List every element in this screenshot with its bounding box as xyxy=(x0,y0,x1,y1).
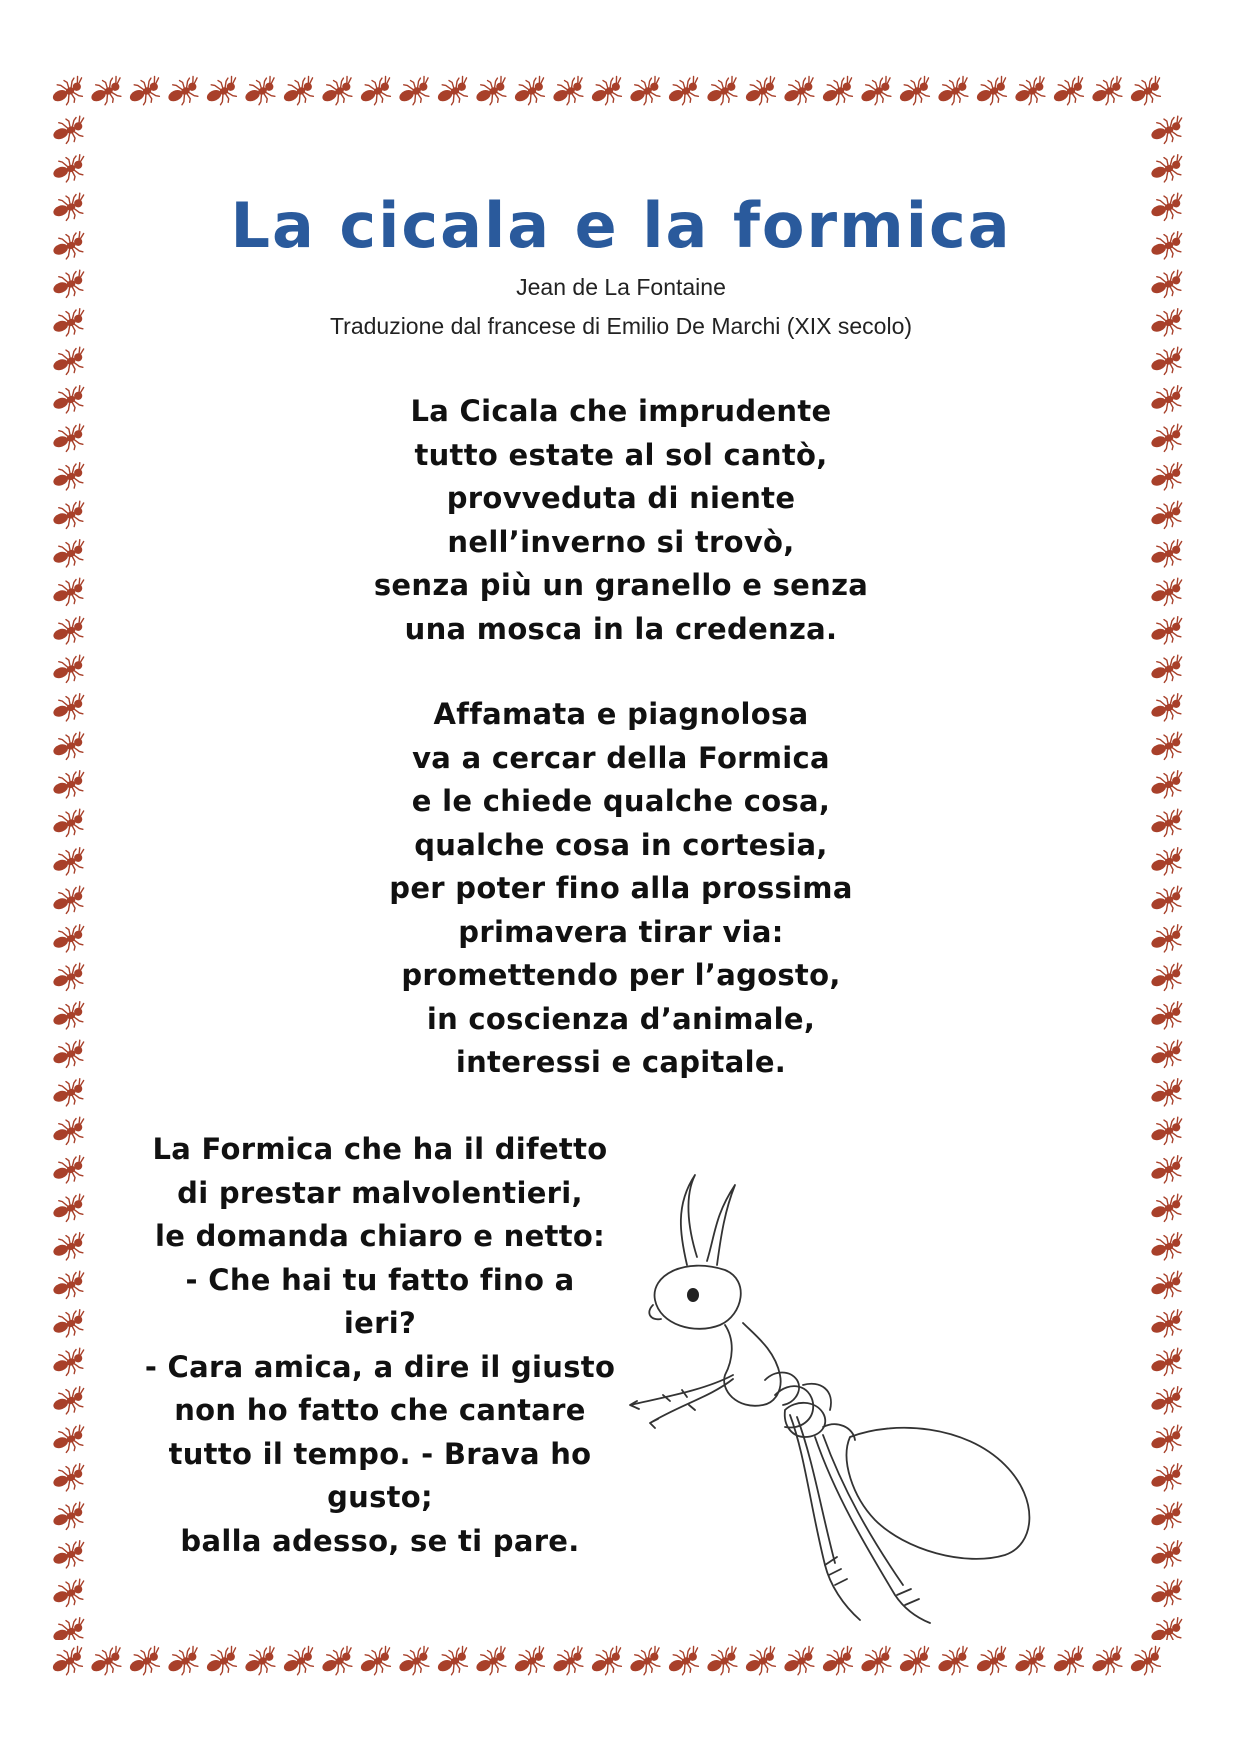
poem-line: di prestar malvolentieri, xyxy=(177,1175,583,1210)
ant-icon xyxy=(395,1643,436,1679)
ant-icon xyxy=(280,1643,321,1679)
ant-icon xyxy=(549,1643,590,1679)
ant-icon xyxy=(241,73,282,109)
ant-icon xyxy=(819,1643,860,1679)
ant-icon xyxy=(87,73,128,109)
ant-icon xyxy=(50,1384,90,1418)
ant-icon xyxy=(357,1643,398,1679)
ant-icon xyxy=(50,1499,90,1533)
ant-icon xyxy=(1088,1643,1129,1679)
ant-icon xyxy=(1148,1191,1188,1225)
ant-icon xyxy=(50,1615,90,1640)
ant-icon xyxy=(434,73,475,109)
ant-border-top xyxy=(50,70,1190,112)
ant-icon xyxy=(50,460,90,494)
ant-icon xyxy=(1148,729,1188,763)
ant-icon xyxy=(50,729,90,763)
poem-line: in coscienza d’animale, xyxy=(426,1001,816,1036)
ant-icon xyxy=(973,1643,1014,1679)
ant-border-bottom xyxy=(50,1640,1190,1682)
ant-icon xyxy=(1148,768,1188,802)
ant-icon xyxy=(1148,806,1188,840)
ant-icon xyxy=(50,73,90,109)
ant-icon xyxy=(1148,383,1188,417)
ant-icon xyxy=(50,383,90,417)
ant-icon xyxy=(1148,537,1188,571)
ant-icon xyxy=(1148,1345,1188,1379)
ant-icon xyxy=(1148,344,1188,378)
ant-icon xyxy=(50,1268,90,1302)
ant-icon xyxy=(1148,1307,1188,1341)
ant-icon-row xyxy=(50,70,1190,112)
ant-icon xyxy=(1148,1153,1188,1187)
poem-line: una mosca in la credenza. xyxy=(404,611,838,646)
poem-line: per poter fino alla prossima xyxy=(389,871,853,905)
ant-icon xyxy=(472,73,513,109)
ant-icon xyxy=(1148,421,1188,455)
ant-icon xyxy=(50,1153,90,1187)
poem-stanza-3 xyxy=(130,1128,630,1563)
ant-icon xyxy=(50,883,90,917)
ant-icon xyxy=(50,498,90,532)
ant-icon xyxy=(1148,575,1188,609)
ant-icon xyxy=(50,960,90,994)
ant-icon xyxy=(1127,1643,1168,1679)
page-title: La cicala e la formica xyxy=(230,189,1012,262)
ant-icon xyxy=(50,922,90,956)
ant-icon xyxy=(665,1643,706,1679)
ant-illustration xyxy=(625,1165,1075,1625)
ant-icon xyxy=(126,1643,167,1679)
ant-icon xyxy=(50,614,90,648)
ant-icon xyxy=(1148,960,1188,994)
ant-icon-row xyxy=(50,1640,1190,1682)
ant-icon xyxy=(588,73,629,109)
ant-icon xyxy=(819,73,860,109)
ant-icon xyxy=(357,73,398,109)
ant-icon xyxy=(1050,73,1091,109)
ant-icon xyxy=(973,73,1014,109)
ant-icon xyxy=(1148,1114,1188,1148)
ant-icon xyxy=(703,73,744,109)
poem-line: non ho fatto che cantare xyxy=(174,1393,586,1427)
poem-line: senza più un granello e senza xyxy=(373,568,869,602)
poem-line: Affamata e piagnolosa xyxy=(433,697,809,731)
ant-icon xyxy=(318,73,359,109)
poem-line: qualche cosa in cortesia, xyxy=(414,827,828,862)
ant-icon xyxy=(1050,1643,1091,1679)
ant-border-left xyxy=(50,112,92,1640)
ant-icon xyxy=(896,73,937,109)
author-name: Jean de La Fontaine xyxy=(516,274,726,300)
ant-icon xyxy=(50,845,90,879)
ant-icon xyxy=(126,73,167,109)
poem-stanza-2 xyxy=(321,693,921,1085)
ant-icon xyxy=(1011,1643,1052,1679)
poem-line: le domanda chiaro e netto: xyxy=(154,1219,606,1253)
ant-icon xyxy=(164,73,205,109)
poem-line: gusto; xyxy=(327,1480,433,1514)
ant-icon xyxy=(549,73,590,109)
ant-icon xyxy=(1148,113,1188,147)
ant-icon-column xyxy=(50,112,92,1640)
poem-line: balla adesso, se ti pare. xyxy=(180,1523,580,1558)
poem-stanza-1 xyxy=(321,390,921,651)
ant-icon xyxy=(50,1345,90,1379)
ant-icon xyxy=(857,1643,898,1679)
ant-icon xyxy=(280,73,321,109)
ant-icon xyxy=(50,1076,90,1110)
ant-icon xyxy=(896,1643,937,1679)
ant-icon xyxy=(50,1230,90,1264)
ant-icon xyxy=(588,1643,629,1679)
ant-icon xyxy=(50,652,90,686)
ant-icon xyxy=(1148,1076,1188,1110)
ant-icon xyxy=(1148,922,1188,956)
ant-icon xyxy=(50,1307,90,1341)
ant-icon xyxy=(50,537,90,571)
ant-icon xyxy=(50,999,90,1033)
ant-icon xyxy=(1148,1037,1188,1071)
poem-line: ieri? xyxy=(343,1306,417,1340)
ant-icon xyxy=(203,1643,244,1679)
poem-line: provveduta di niente xyxy=(446,481,796,515)
ant-icon xyxy=(50,344,90,378)
ant-icon xyxy=(511,1643,552,1679)
ant-icon xyxy=(857,73,898,109)
ant-icon xyxy=(1148,1230,1188,1264)
ant-icon xyxy=(1148,1499,1188,1533)
ant-icon xyxy=(511,73,552,109)
ant-icon xyxy=(1148,845,1188,879)
ant-icon xyxy=(50,768,90,802)
ant-icon xyxy=(1148,999,1188,1033)
ant-icon xyxy=(50,1422,90,1456)
ant-icon xyxy=(472,1643,513,1679)
ant-icon xyxy=(703,1643,744,1679)
ant-icon xyxy=(1148,1615,1188,1640)
ant-icon-column xyxy=(1148,112,1190,1640)
ant-icon xyxy=(1148,614,1188,648)
ant-icon xyxy=(1148,460,1188,494)
poem-line: - Che hai tu fatto fino a xyxy=(185,1262,575,1297)
ant-icon xyxy=(50,1576,90,1610)
ant-icon xyxy=(241,1643,282,1679)
ant-icon xyxy=(50,1643,90,1679)
poem-line: e le chiede qualche cosa, xyxy=(411,784,831,818)
ant-icon xyxy=(50,806,90,840)
ant-icon xyxy=(1148,1538,1188,1572)
ant-icon xyxy=(395,73,436,109)
ant-icon xyxy=(1148,152,1188,186)
ant-icon xyxy=(626,1643,667,1679)
ant-icon xyxy=(626,73,667,109)
ant-icon xyxy=(1148,1576,1188,1610)
ant-icon xyxy=(1148,498,1188,532)
ant-icon xyxy=(1148,691,1188,725)
ant-icon xyxy=(934,1643,975,1679)
ant-icon xyxy=(203,73,244,109)
ant-icon xyxy=(934,73,975,109)
ant-drawing-icon xyxy=(625,1165,1075,1625)
ant-icon xyxy=(50,1538,90,1572)
ant-icon xyxy=(50,113,90,147)
poem-line: tutto estate al sol cantò, xyxy=(414,437,828,472)
translation-credit: Traduzione dal francese di Emilio De Marchi (XIX secolo) xyxy=(329,313,913,339)
ant-icon xyxy=(742,73,783,109)
poem-line: - Cara amica, a dire il giusto xyxy=(144,1349,616,1384)
ant-icon xyxy=(50,421,90,455)
ant-icon xyxy=(50,152,90,186)
ant-icon xyxy=(1148,1268,1188,1302)
ant-icon xyxy=(780,73,821,109)
ant-icon xyxy=(1127,73,1168,109)
ant-icon xyxy=(50,1037,90,1071)
ant-icon xyxy=(50,1114,90,1148)
ant-icon xyxy=(87,1643,128,1679)
ant-border-right xyxy=(1148,112,1190,1640)
poem-line: promettendo per l’agosto, xyxy=(401,958,841,992)
ant-icon xyxy=(1148,652,1188,686)
poem-line: tutto il tempo. - Brava ho xyxy=(168,1436,592,1471)
ant-icon xyxy=(665,73,706,109)
poem-line: nell’inverno si trovò, xyxy=(447,524,795,559)
ant-icon xyxy=(1148,1461,1188,1495)
ant-icon xyxy=(50,1461,90,1495)
ant-icon xyxy=(742,1643,783,1679)
ant-icon xyxy=(1011,73,1052,109)
ant-icon xyxy=(50,691,90,725)
ant-icon xyxy=(318,1643,359,1679)
ant-icon xyxy=(164,1643,205,1679)
poem-line: La Cicala che imprudente xyxy=(410,394,832,428)
ant-icon xyxy=(434,1643,475,1679)
ant-icon xyxy=(1148,1384,1188,1418)
ant-icon xyxy=(780,1643,821,1679)
ant-icon xyxy=(1148,1422,1188,1456)
ant-icon xyxy=(50,575,90,609)
ant-icon xyxy=(1088,73,1129,109)
ant-icon xyxy=(1148,883,1188,917)
ant-icon xyxy=(50,1191,90,1225)
poem-line: va a cercar della Formica xyxy=(412,740,830,775)
poem-line: primavera tirar via: xyxy=(458,914,784,949)
poem-line: interessi e capitale. xyxy=(455,1045,787,1079)
poem-line: La Formica che ha il difetto xyxy=(152,1132,608,1166)
